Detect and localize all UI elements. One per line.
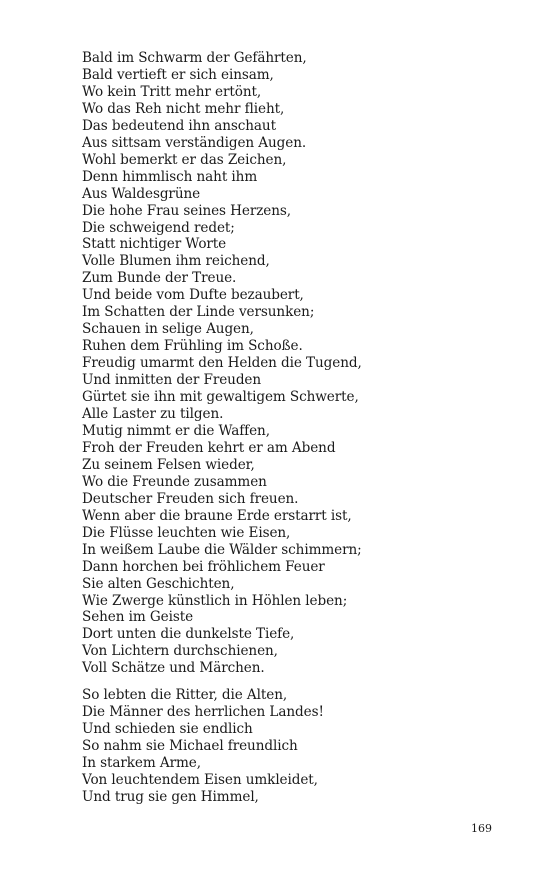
poem-line: Das bedeutend ihn anschaut: [82, 117, 276, 134]
poem-line: Die Männer des herrlichen Landes!: [82, 703, 324, 720]
poem-stanza-2: [82, 687, 522, 806]
poem-line: Dann horchen bei fröhlichem Feuer: [82, 558, 325, 575]
poem-line: Wo das Reh nicht mehr flieht,: [82, 100, 285, 117]
poem-line: Sehen im Geiste: [82, 609, 194, 626]
poem-line: Ruhen dem Frühling im Schoße.: [82, 338, 303, 355]
poem-line: In starkem Arme,: [82, 754, 201, 771]
poem-line: Bald vertieft er sich einsam,: [82, 66, 274, 83]
poem-line: Aus sittsam verständigen Augen.: [82, 134, 307, 151]
poem-line: Und schieden sie endlich: [82, 720, 253, 737]
poem-line: Die hohe Frau seines Herzens,: [82, 202, 292, 219]
poem-line: Denn himmlisch naht ihm: [82, 168, 258, 185]
poem-line: Schauen in selige Augen,: [82, 321, 254, 338]
poem-line: Freudig umarmt den Helden die Tugend,: [82, 355, 362, 372]
poem-line: Gürtet sie ihn mit gewaltigem Schwerte,: [82, 389, 359, 406]
poem-line: Wenn aber die braune Erde erstarrt ist,: [82, 507, 352, 524]
poem-line: Und inmitten der Freuden: [82, 372, 262, 389]
poem-line: In weißem Laube die Wälder schimmern;: [82, 541, 362, 558]
poem-line: Voll Schätze und Märchen.: [82, 660, 265, 677]
page-number: 169: [471, 822, 492, 835]
poem-line: Alle Laster zu tilgen.: [82, 406, 224, 423]
poem-line: So lebten die Ritter, die Alten,: [82, 687, 288, 703]
poem-line: Wohl bemerkt er das Zeichen,: [82, 151, 287, 168]
poem-line: Wo die Freunde zusammen: [82, 473, 267, 490]
poem-line: Wo kein Tritt mehr ertönt,: [82, 83, 262, 100]
poem-line: Die Flüsse leuchten wie Eisen,: [82, 524, 291, 541]
poem-line: Volle Blumen ihm reichend,: [82, 253, 270, 270]
poem-line: Bald im Schwarm der Gefährten,: [82, 50, 307, 66]
poem-line: Aus Waldesgrüne: [82, 185, 201, 202]
poem-line: Dort unten die dunkelste Tiefe,: [82, 626, 295, 643]
poem-stanza-1: [82, 50, 522, 677]
poem-line: Wie Zwerge künstlich in Höhlen leben;: [82, 592, 348, 609]
poem-line: Von leuchtendem Eisen umkleidet,: [82, 771, 318, 788]
poem-line: Mutig nimmt er die Waffen,: [82, 422, 270, 439]
poem-line: Froh der Freuden kehrt er am Abend: [82, 439, 336, 456]
poem-line: Im Schatten der Linde versunken;: [82, 304, 315, 321]
poem-line: Und trug sie gen Himmel,: [82, 788, 259, 805]
poem-line: Statt nichtiger Worte: [82, 236, 227, 253]
poem-line: Von Lichtern durchschienen,: [82, 643, 278, 660]
poem-line: Zu seinem Felsen wieder,: [82, 456, 255, 473]
poem-line: Deutscher Freuden sich freuen.: [82, 490, 299, 507]
poem-line: Sie alten Geschichten,: [82, 575, 235, 592]
poem-line: Und beide vom Dufte bezaubert,: [82, 287, 304, 304]
poem-line: So nahm sie Michael freundlich: [82, 737, 298, 754]
poem-line: Zum Bunde der Treue.: [82, 270, 237, 287]
poem-line: Die schweigend redet;: [82, 219, 235, 236]
